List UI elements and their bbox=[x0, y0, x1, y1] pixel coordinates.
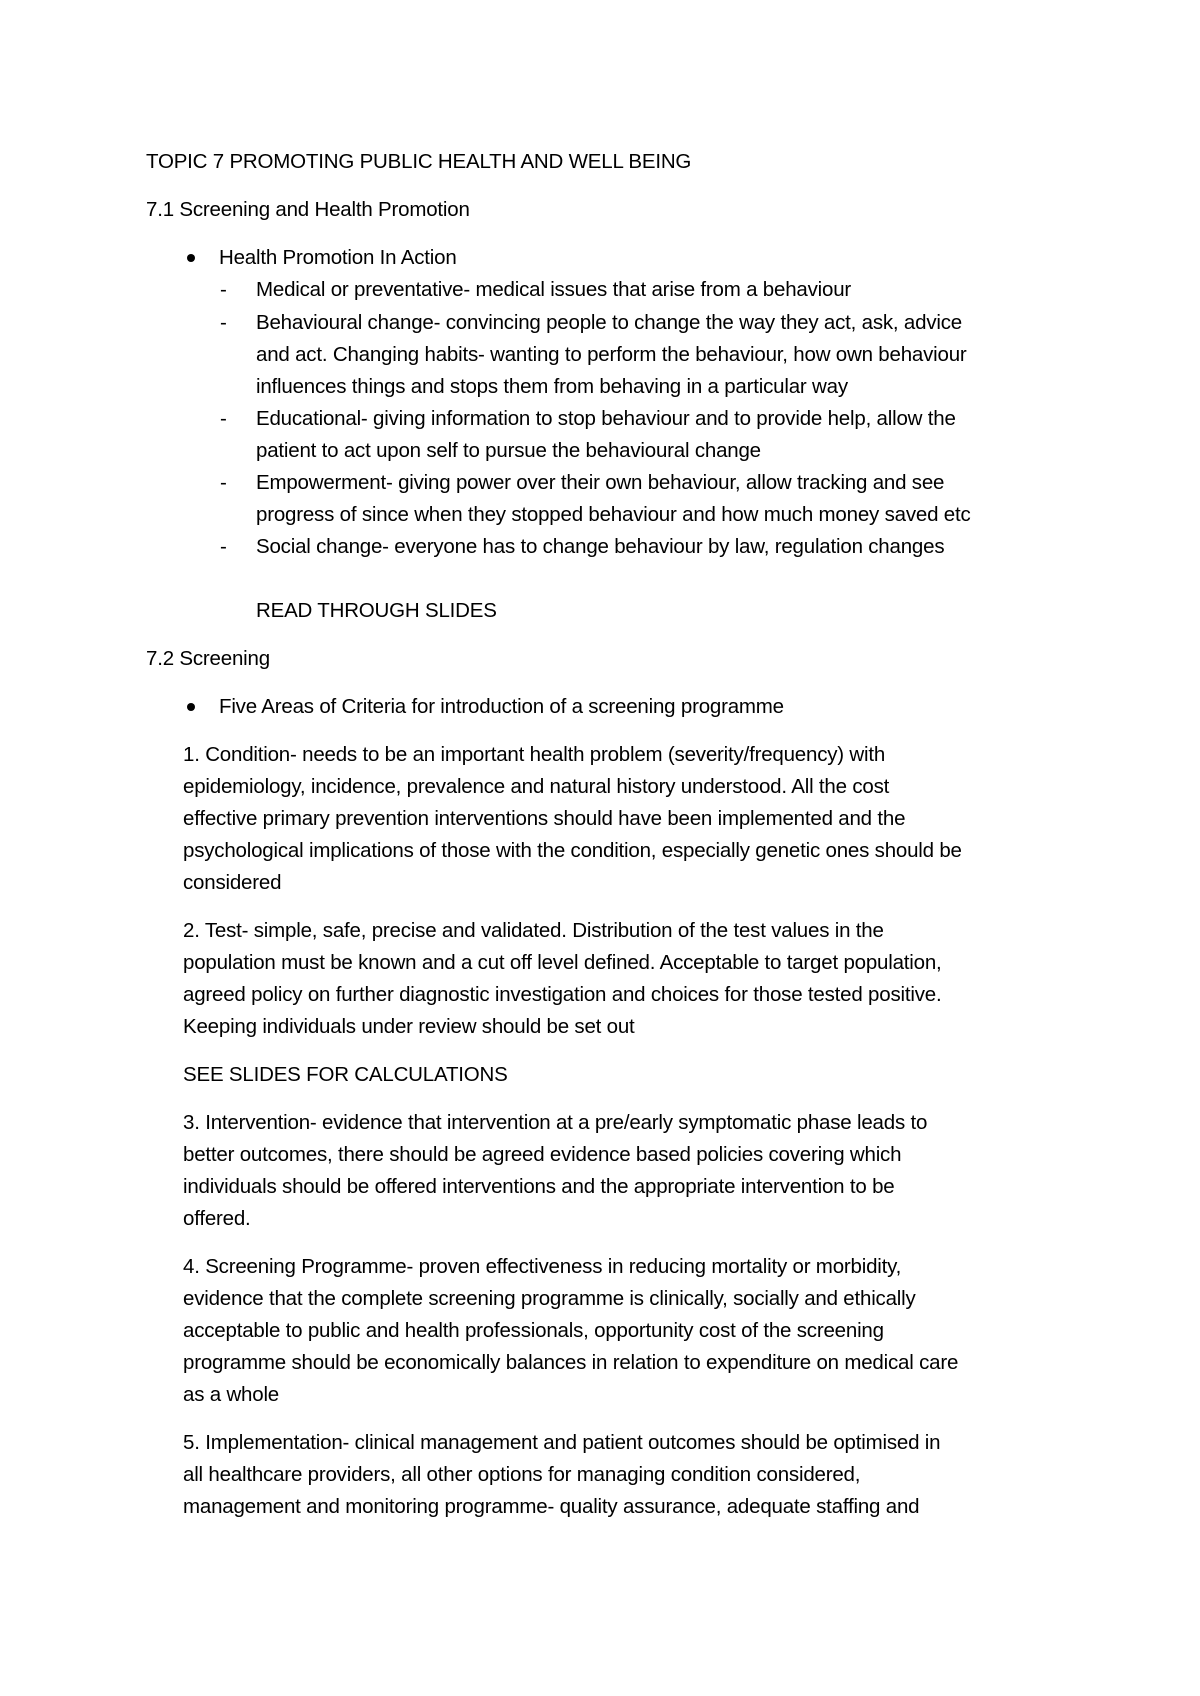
criteria-1-line-3: effective primary prevention interventions should have been implemented and the bbox=[183, 807, 906, 830]
section-heading-7-2: 7.2 Screening bbox=[146, 647, 270, 670]
criteria-2-line-1: 2. Test- simple, safe, precise and validated. Distribution of the test values in the bbox=[183, 919, 884, 942]
criteria-2-line-4: Keeping individuals under review should be set out bbox=[183, 1015, 635, 1038]
bullet-dot-icon bbox=[187, 703, 195, 711]
dash-marker: - bbox=[220, 471, 227, 494]
criteria-1-line-1: 1. Condition- needs to be an important health problem (severity/frequency) with bbox=[183, 743, 886, 766]
dash-marker: - bbox=[220, 278, 227, 301]
bullet-health-promotion: Health Promotion In Action bbox=[219, 246, 457, 269]
criteria-2-line-3: agreed policy on further diagnostic investigation and choices for those tested positive. bbox=[183, 983, 942, 1006]
criteria-4-line-4: programme should be economically balances in relation to expenditure on medical care bbox=[183, 1351, 959, 1374]
list-item-empowerment-line-1: Empowerment- giving power over their own behaviour, allow tracking and see bbox=[256, 471, 945, 494]
list-item-medical: Medical or preventative- medical issues that arise from a behaviour bbox=[256, 278, 852, 301]
criteria-2-line-2: population must be known and a cut off level defined. Acceptable to target population, bbox=[183, 951, 942, 974]
note-see-slides: SEE SLIDES FOR CALCULATIONS bbox=[183, 1063, 508, 1086]
criteria-3-line-1: 3. Intervention- evidence that intervention at a pre/early symptomatic phase leads to bbox=[183, 1111, 928, 1134]
section-heading-7-1: 7.1 Screening and Health Promotion bbox=[146, 198, 470, 221]
criteria-5-line-3: management and monitoring programme- quality assurance, adequate staffing and bbox=[183, 1495, 920, 1518]
criteria-5-line-1: 5. Implementation- clinical management and patient outcomes should be optimised in bbox=[183, 1431, 941, 1454]
criteria-1-line-5: considered bbox=[183, 871, 282, 894]
list-item-social-change: Social change- everyone has to change behaviour by law, regulation changes bbox=[256, 535, 945, 558]
criteria-3-line-4: offered. bbox=[183, 1207, 251, 1230]
criteria-3-line-3: individuals should be offered interventions and the appropriate intervention to be bbox=[183, 1175, 895, 1198]
criteria-4-line-5: as a whole bbox=[183, 1383, 280, 1406]
criteria-1-line-2: epidemiology, incidence, prevalence and natural history understood. All the cost bbox=[183, 775, 890, 798]
criteria-1-line-4: psychological implications of those with the condition, especially genetic ones should be bbox=[183, 839, 962, 862]
list-item-empowerment-line-2: progress of since when they stopped behaviour and how much money saved etc bbox=[256, 503, 971, 526]
dash-marker: - bbox=[220, 535, 227, 558]
dash-marker: - bbox=[220, 311, 227, 334]
criteria-5-line-2: all healthcare providers, all other options for managing condition considered, bbox=[183, 1463, 861, 1486]
document-title: TOPIC 7 PROMOTING PUBLIC HEALTH AND WELL BEING bbox=[146, 150, 692, 173]
bullet-dot-icon bbox=[187, 254, 195, 262]
note-read-slides: READ THROUGH SLIDES bbox=[256, 599, 497, 622]
list-item-behavioural-line-1: Behavioural change- convincing people to change the way they act, ask, advice bbox=[256, 311, 962, 334]
list-item-educational-line-2: patient to act upon self to pursue the behavioural change bbox=[256, 439, 761, 462]
list-item-behavioural-line-3: influences things and stops them from behaving in a particular way bbox=[256, 375, 848, 398]
list-item-behavioural-line-2: and act. Changing habits- wanting to perform the behaviour, how own behaviour bbox=[256, 343, 967, 366]
criteria-4-line-1: 4. Screening Programme- proven effectiveness in reducing mortality or morbidity, bbox=[183, 1255, 902, 1278]
criteria-4-line-2: evidence that the complete screening programme is clinically, socially and ethically bbox=[183, 1287, 916, 1310]
criteria-4-line-3: acceptable to public and health professionals, opportunity cost of the screening bbox=[183, 1319, 884, 1342]
criteria-3-line-2: better outcomes, there should be agreed evidence based policies covering which bbox=[183, 1143, 902, 1166]
list-item-educational-line-1: Educational- giving information to stop behaviour and to provide help, allow the bbox=[256, 407, 956, 430]
dash-marker: - bbox=[220, 407, 227, 430]
bullet-five-areas: Five Areas of Criteria for introduction of a screening programme bbox=[219, 695, 784, 718]
